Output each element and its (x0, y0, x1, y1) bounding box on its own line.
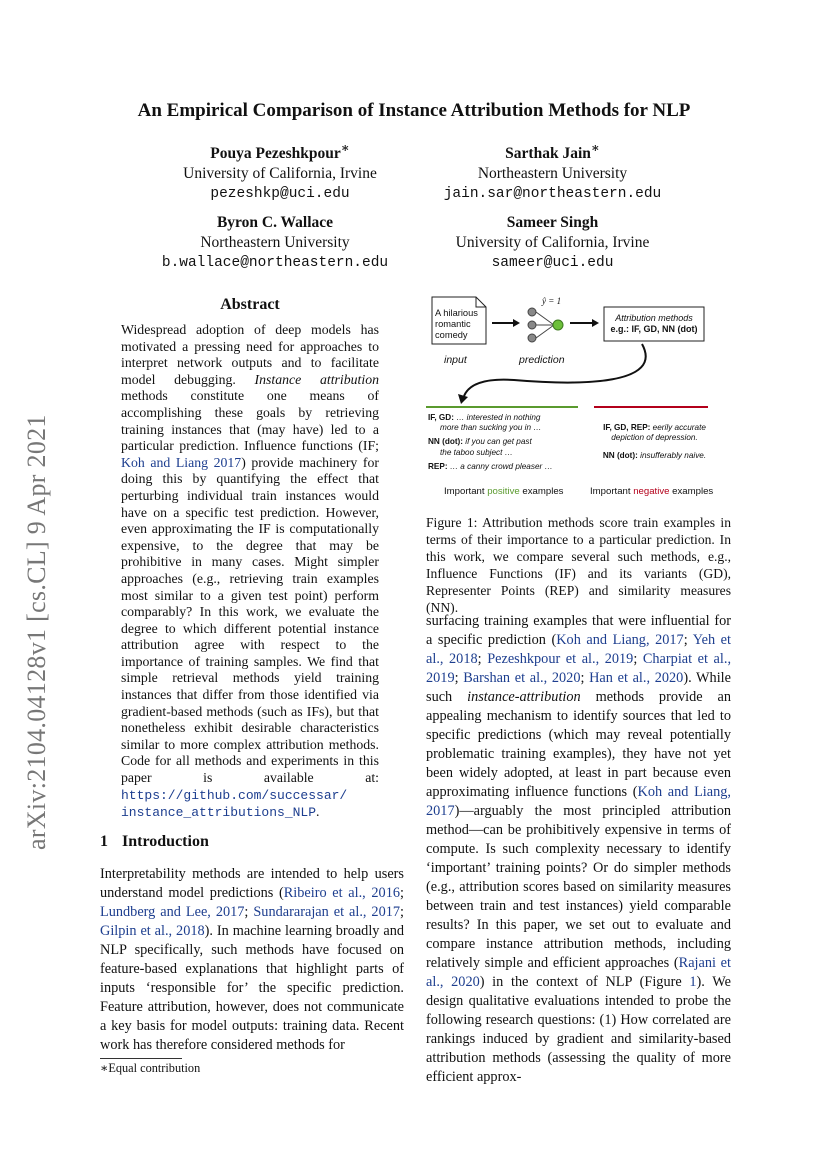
positive-examples: IF, GD: … interested in nothing more than sucking you in … NN (dot): if you can get past the taboo subject … REP: … a canny crowd pleaser … (428, 413, 553, 471)
citation-link[interactable]: Sundararajan et al., 2017 (253, 904, 401, 920)
author-email[interactable]: b.wallace@northeastern.edu (161, 255, 389, 271)
node-icon (528, 308, 536, 316)
abstract-heading: Abstract (220, 296, 280, 313)
positive-caption: Important positive examples (444, 486, 564, 497)
code-url-link[interactable]: https://github.com/successar/ instance_attributions_NLP (121, 787, 348, 821)
citation-link[interactable]: Barshan et al., 2020 (463, 670, 581, 686)
citation-link[interactable]: Charpiat et al., 2019 (426, 651, 732, 686)
author-email[interactable]: sameer@uci.edu (491, 255, 614, 271)
figure-1 (424, 294, 734, 504)
citation-link[interactable]: Pezeshkpour et al., 2019 (487, 651, 634, 667)
figure-ref-link[interactable]: 1 (689, 974, 697, 990)
author-affiliation: Northeastern University (477, 165, 628, 183)
intro-body: Interpretability methods are intended to help users understand model predictions (Ribeiro et al., 2016; Lundberg and Lee, 2017; Sundararajan et al., 2017; Gilpin et al., 2018). In machine learning broadly and NLP specifically, such methods have focused on feature-based explanations that highlight parts of inputs ‘responsible for’ the specific prediction. Feature attribution, however, does not communicate a key basis for model outputs: training data. Recent work has therefore considered methods for (100, 866, 405, 1053)
author-email[interactable]: jain.sar@northeastern.edu (443, 186, 662, 203)
input-text: A hilarious romantic comedy (435, 308, 478, 340)
author-name: Byron C. Wallace (216, 214, 334, 231)
author-affiliation: Northeastern University (200, 234, 350, 251)
citation-link[interactable]: Ribeiro et al., 2016 (283, 885, 401, 901)
author-affiliation: University of California, Irvine (183, 165, 377, 183)
section-heading: 1 Introduction (100, 833, 209, 850)
author-block-1: Pouya Pezeshkpour∗ University of California, Irvine pezeshkp@uci.edu (165, 138, 395, 204)
curved-arrow-icon (464, 344, 646, 396)
figure-caption: Figure 1: Attribution methods score train examples in terms of their importance to a particular prediction. In this work, we compare several such methods, e.g., Influence Functions (IF) and its variants (GD), Representer Points (REP) and similarity measures (NN). (426, 515, 731, 615)
author-name: Sameer Singh (506, 214, 599, 231)
citation-link[interactable]: Koh and Liang, 2017 (556, 632, 684, 648)
prediction-caption: prediction (519, 354, 565, 366)
prediction-label: ŷ = 1 (542, 296, 562, 306)
negative-examples: IF, GD, REP: eerily accurate depiction of depression. NN (dot): insufferably naive. (602, 423, 707, 461)
negative-caption: Important negative examples (590, 486, 714, 497)
citation-link[interactable]: Koh and Liang, 2017 (426, 784, 731, 819)
paper-title: An Empirical Comparison of Instance Attribution Methods for NLP (137, 100, 691, 121)
citation-link[interactable]: Lundberg and Lee, 2017 (100, 904, 245, 920)
author-affiliation: University of California, Irvine (455, 234, 650, 251)
author-block-3 (140, 213, 410, 273)
footnote: ∗Equal contribution (100, 1061, 201, 1075)
abstract-body: Widespread adoption of deep models has motivated a pressing need for approaches to interpret network outputs and to facilitate model debugging. Instance attribution methods constitute one means of accomplishing these goals by retrieving training instances that (may have) led to a particular prediction. Influence functions (IF; Koh and Liang 2017) provide machinery for doing this by quantifying the effect that perturbing individual train instances would have on a specific test prediction. However, even approximating the IF is computationally expensive, to the degree that may be prohibitive in many cases. Might simpler approaches (e.g., retrieving train examples most similar to a given test point) perform comparably? In this work, we evaluate the degree to which different potential instance attribution agree with respect to the importance of training samples. We find that simple retrieval methods yield training instances that differ from those identified via gradient-based methods (such as IFs), but that nonetheless exhibit desirable characteristics similar to more complex attribution methods. Code for all methods and experiments in this paper is available at: https://github.com/successar/ instance_attributions_NLP. (121, 322, 379, 821)
input-label: input (444, 354, 467, 366)
node-icon (528, 334, 536, 342)
citation-link[interactable]: Gilpin et al., 2018 (100, 923, 205, 939)
citation-link[interactable]: Han et al., 2020 (589, 670, 684, 686)
arxiv-stamp: arXiv:2104.04128v1 [cs.CL] 9 Apr 2021 (22, 414, 51, 850)
author-name: Sarthak Jain (505, 145, 591, 163)
node-icon (528, 321, 536, 329)
footnote-rule (100, 1058, 182, 1059)
citation-link[interactable]: Rajani et al., 2020 (426, 955, 731, 990)
author-block-2: Sarthak Jain∗ Northeastern University jain.sar@northeastern.edu (425, 138, 680, 204)
author-block-4 (435, 213, 670, 273)
right-column-body: surfacing training examples that were influential for a specific prediction (Koh and Liang, 2017; Yeh et al., 2018; Pezeshkpour et al., 2019; Charpiat et al., 2019; Barshan et al., 2020; Han et al., 2020). While such instance-attribution methods provide an appealing mechanism to identify sources that led to specific predictions (which may reveal potentially problematic training examples), they have not yet been widely adopted, at least in part because even approximating influence functions (Koh and Liang, 2017)—arguably the most principled attribution method—can be prohibitively expensive in terms of compute. Is such complexity necessary to identify ‘important’ training points? Or do simpler methods (e.g., attribution scores based on similarity measures between train and test instances) yield comparable results? In this paper, we set out to evaluate and compare instance attribution methods, including relatively simple and efficient approaches (Rajani et al., 2020) in the context of NLP (Figure 1). We design qualitative evaluations intended to probe the following research questions: (1) How correlated are rankings induced by gradient and similarity-based attribution methods (assessing the quality of more efficient approx- (426, 613, 732, 1085)
output-node-icon (553, 320, 563, 330)
citation-link[interactable]: Yeh et al., 2018 (426, 632, 731, 667)
citation-link[interactable]: Koh and Liang 2017 (121, 454, 242, 470)
author-name: Pouya Pezeshkpour (210, 145, 341, 163)
attribution-text: Attribution methods e.g.: IF, GD, NN (dot) (610, 313, 698, 334)
author-email[interactable]: pezeshkp@uci.edu (210, 186, 350, 203)
